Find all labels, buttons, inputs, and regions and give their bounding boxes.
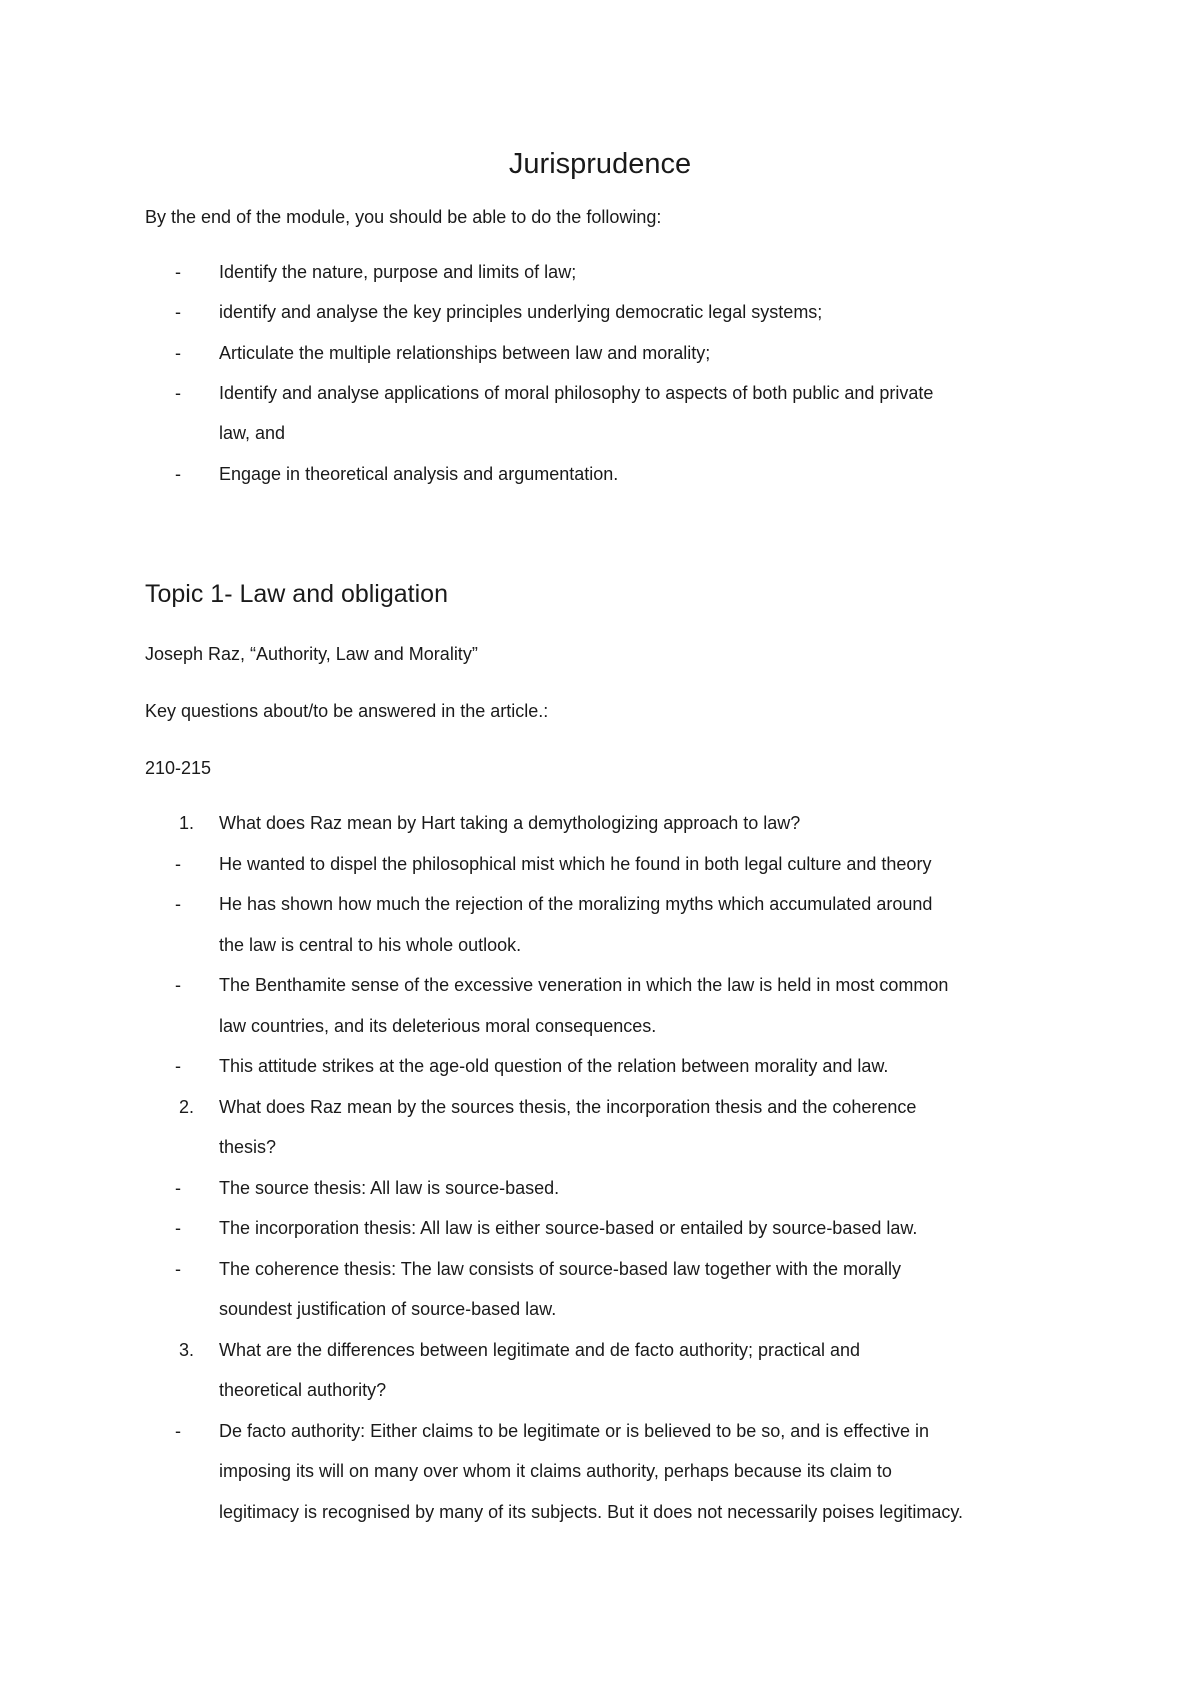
number-marker: 2.: [179, 1097, 195, 1117]
intro-text: By the end of the module, you should be able to do the following:: [145, 207, 662, 227]
answer-text: soundest justification of source-based law.: [219, 1299, 557, 1319]
objective-text: Identify the nature, purpose and limits of law;: [219, 262, 577, 282]
answer-text: law countries, and its deleterious moral consequences.: [219, 1016, 657, 1036]
answer-text: He has shown how much the rejection of the moralizing myths which accumulated around: [219, 894, 933, 914]
number-marker: 3.: [179, 1340, 195, 1360]
answer-text: legitimacy is recognised by many of its subjects. But it does not necessarily poises legitimacy.: [219, 1502, 963, 1522]
dash-marker: -: [175, 1421, 181, 1441]
dash-marker: -: [175, 975, 181, 995]
dash-marker: -: [175, 1056, 181, 1076]
answer-text: This attitude strikes at the age-old question of the relation between morality and law.: [219, 1056, 889, 1076]
dash-marker: -: [175, 1218, 181, 1238]
question-text: What are the differences between legitimate and de facto authority; practical and: [219, 1340, 861, 1360]
objective-text: Engage in theoretical analysis and argumentation.: [219, 464, 619, 484]
answer-text: imposing its will on many over whom it claims authority, perhaps because its claim to: [219, 1461, 892, 1481]
answer-text: The incorporation thesis: All law is either source-based or entailed by source-based law.: [219, 1218, 918, 1238]
dash-marker: -: [175, 894, 181, 914]
key-questions-label: Key questions about/to be answered in the article.:: [145, 701, 549, 721]
question-text: thesis?: [219, 1137, 277, 1157]
answer-text: He wanted to dispel the philosophical mist which he found in both legal culture and theory: [219, 854, 932, 874]
answer-text: De facto authority: Either claims to be legitimate or is believed to be so, and is effective in: [219, 1421, 930, 1441]
objective-text: Articulate the multiple relationships between law and morality;: [219, 343, 711, 363]
dash-marker: -: [175, 383, 181, 403]
dash-marker: -: [175, 854, 181, 874]
dash-marker: -: [175, 343, 181, 363]
dash-marker: -: [175, 262, 181, 282]
answer-text: The Benthamite sense of the excessive veneration in which the law is held in most common: [219, 975, 949, 995]
page-range: 210-215: [145, 758, 212, 778]
answer-text: the law is central to his whole outlook.: [219, 935, 522, 955]
dash-marker: -: [175, 302, 181, 322]
topic-heading: Topic 1- Law and obligation: [145, 580, 448, 608]
question-text: theoretical authority?: [219, 1380, 387, 1400]
document-title: Jurisprudence: [508, 148, 692, 180]
answer-text: The source thesis: All law is source-based.: [219, 1178, 560, 1198]
question-text: What does Raz mean by the sources thesis, the incorporation thesis and the coherence: [219, 1097, 917, 1117]
dash-marker: -: [175, 464, 181, 484]
dash-marker: -: [175, 1259, 181, 1279]
objective-text: identify and analyse the key principles underlying democratic legal systems;: [219, 302, 823, 322]
dash-marker: -: [175, 1178, 181, 1198]
reading-reference: Joseph Raz, “Authority, Law and Morality”: [145, 644, 478, 664]
question-text: What does Raz mean by Hart taking a demythologizing approach to law?: [219, 813, 801, 833]
answer-text: The coherence thesis: The law consists of source-based law together with the morally: [219, 1259, 902, 1279]
objective-text: law, and: [219, 423, 286, 443]
number-marker: 1.: [179, 813, 195, 833]
objective-text: Identify and analyse applications of moral philosophy to aspects of both public and private: [219, 383, 934, 403]
